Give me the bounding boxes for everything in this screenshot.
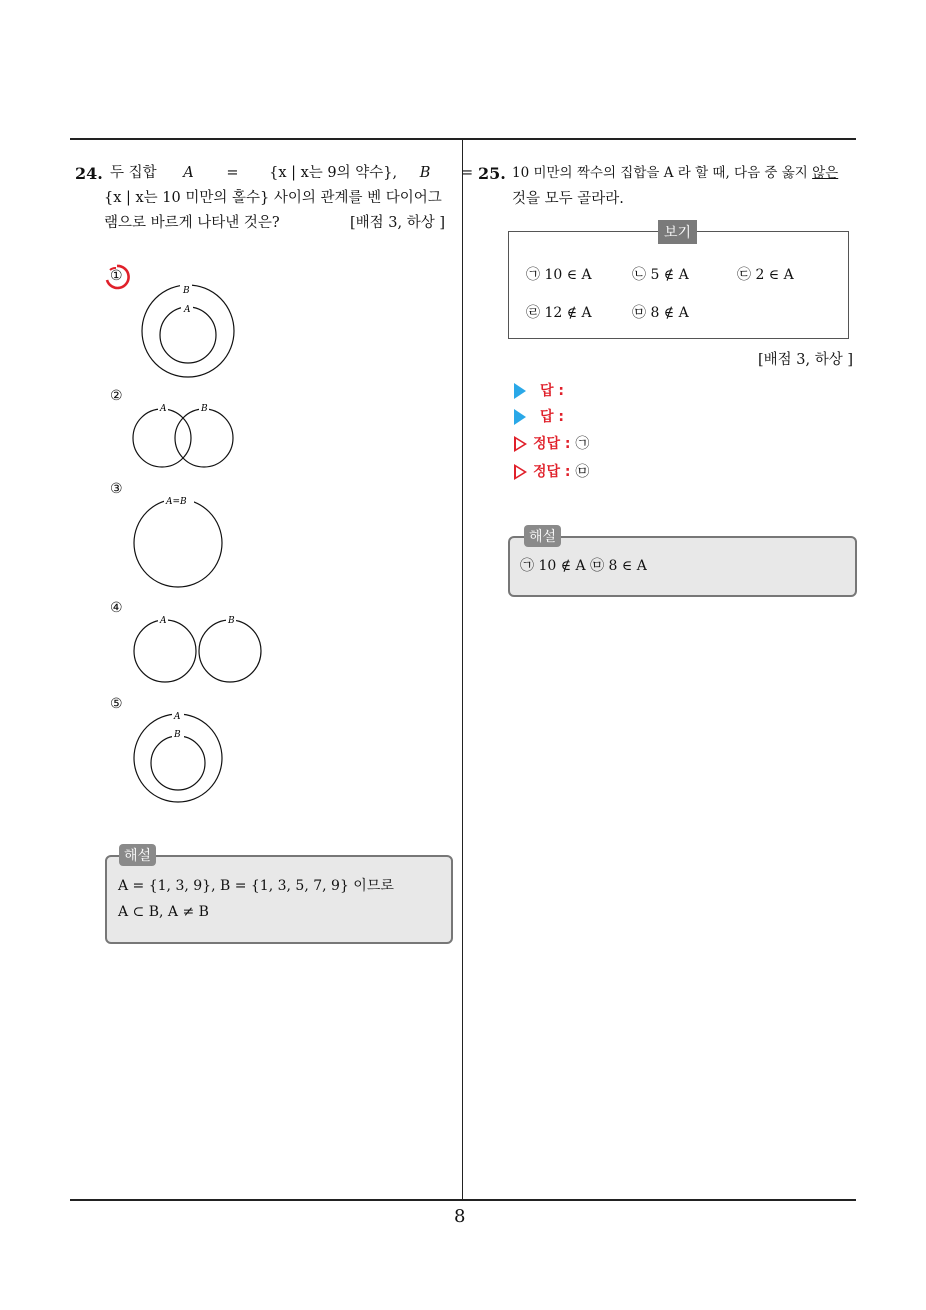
venn-label: B [174,730,181,740]
q25-correct-row-1 [514,433,589,453]
q24-eq-b: = [460,165,474,181]
q25-solution-line1: ㉠ 10 ∉ A ㉤ 8 ∈ A [520,558,647,574]
correct-value: ㉤ [575,464,590,480]
venn-circle-a [133,409,191,467]
q25-bogi-item: ㉠ 10 ∈ A [526,267,592,283]
correct-label: 정답 : [533,436,571,452]
venn-label: A [160,616,167,626]
q25-bogi-item: ㉢ 2 ∈ A [737,267,794,283]
q25-bogi-item: ㉡ 5 ∉ A [632,267,689,283]
q25-answer-row-2[interactable] [514,406,564,426]
venn-circle-a [134,620,196,682]
answer-arrow-icon [514,383,526,399]
venn-label: B [201,404,208,414]
bottom-rule [70,1199,856,1201]
top-rule [70,138,856,140]
venn-circle-b [151,736,205,790]
q24-line1-pre: 두 집합 [110,165,157,181]
answer-label: 답 : [540,383,564,399]
q25-answer-row-1[interactable] [514,380,564,400]
q24-set-a-name: A [183,165,194,181]
column-divider [462,138,463,1200]
q24-solution-tag: 해설 [119,844,156,866]
q25-bogi-box [508,231,849,339]
venn-circle-ab [134,499,222,587]
q25-points: [배점 3, 하상 ] [758,352,854,368]
q24-option-1-number[interactable]: ① [110,268,123,284]
q24-venn-option-5 [130,708,228,804]
q24-eq: = [226,165,239,181]
page-number: 8 [454,1206,466,1227]
q24-line1 [110,161,474,186]
q24-option-3-number[interactable]: ③ [110,481,123,497]
venn-label: B [183,286,190,296]
venn-circle-a [134,714,222,802]
q25-line1-pre: 10 미만의 짝수의 집합을 A 라 할 때, 다음 중 옳지 [512,165,808,181]
venn-label: A=B [166,497,187,507]
venn-circle-b [199,620,261,682]
q25-number: 25. [478,164,506,183]
venn-label: A [174,712,181,722]
q25-correct-row-2 [514,461,589,481]
correct-arrow-icon [514,464,527,480]
q24-line2: {x | x는 10 미만의 홀수} 사이의 관계를 벤 다이어그 [104,190,442,206]
q24-line3: 램으로 바르게 나타낸 것은? [104,215,280,231]
q24-option-2-number[interactable]: ② [110,388,123,404]
q25-bogi-tag: 보기 [658,220,697,244]
venn-circle-a [160,307,216,363]
q24-option-5-number[interactable]: ⑤ [110,696,123,712]
q25-line2: 것을 모두 골라라. [512,191,624,207]
q25-line1-underline: 않은 [812,165,839,181]
correct-arrow-icon [514,436,527,452]
q24-number: 24. [75,164,103,183]
venn-label: A [160,404,167,414]
answer-arrow-icon [514,409,526,425]
correct-value: ㉠ [575,436,590,452]
q24-points: [배점 3, 하상 ] [350,215,446,231]
q25-bogi-item: ㉣ 12 ∉ A [526,305,592,321]
q24-venn-option-3 [130,493,228,589]
q24-solution-line1: A = {1, 3, 9}, B = {1, 3, 5, 7, 9} 이므로 [118,878,394,894]
q24-solution-line2: A ⊂ B, A ≠ B [118,904,209,920]
correct-label: 정답 : [533,464,571,480]
q25-solution-tag: 해설 [524,525,561,547]
selected-answer-circle-icon [102,262,132,292]
q24-venn-option-4 [130,612,266,684]
q24-venn-option-2 [130,400,238,470]
answer-label: 답 : [540,409,564,425]
venn-label: B [228,616,235,626]
q24-option-4-number[interactable]: ④ [110,600,123,616]
q24-venn-option-1 [140,282,240,378]
q24-set-a-def: {x | x는 9의 약수}, [269,165,398,181]
venn-circle-b [175,409,233,467]
venn-label: A [184,305,191,315]
q25-line1 [512,161,838,186]
q24-set-b-name: B [419,165,431,181]
q25-bogi-item: ㉤ 8 ∉ A [632,305,689,321]
